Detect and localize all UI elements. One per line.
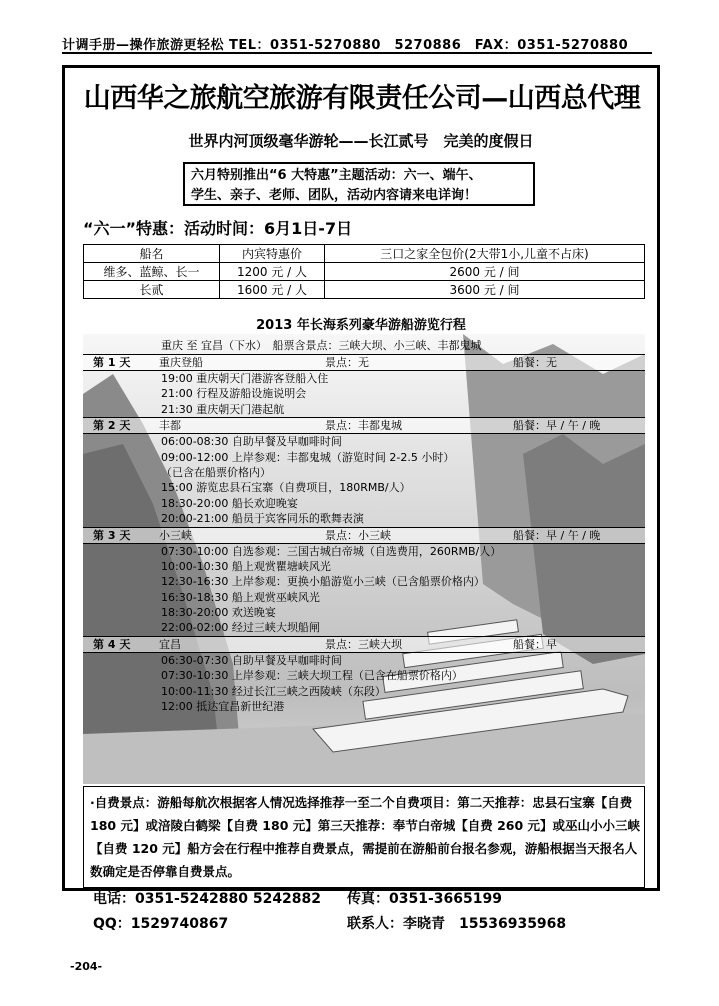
day-header-4 — [83, 636, 645, 653]
day-label: 第 1 天 — [93, 356, 131, 369]
self-pay-note: ·自费景点：游船每航次根据客人情况选择推荐一至二个自费项目：第二天推荐：忠县石宝寨【自费 180 元】或涪陵白鹤梁【自费 180 元】第三天推荐：奉节白帝城【自费 260 元】或巫山小小三峡【自费 120 元】船方会在行程中推荐自费景点，需提前在游船前台报名参观，游船根据当天报名人数确定是否停靠自费景点。 — [83, 786, 645, 888]
table-cell: 1600 元 / 人 — [220, 281, 325, 299]
list-item: 12:00 抵达宜昌新世纪港 — [161, 700, 285, 714]
fax-number: 传真：0351-3665199 — [347, 891, 502, 907]
day-label: 第 2 天 — [93, 419, 131, 433]
cruise-subtitle: 世界内河顶级毫华游轮——长江贰号 完美的度假日 — [188, 132, 534, 150]
day-meal: 船餐：早 / 午 / 晚 — [513, 528, 601, 542]
list-item: 06:00-08:30 自助早餐及早咖啡时间 — [161, 435, 342, 449]
day-label: 第 3 天 — [93, 528, 131, 542]
special-offer-heading: “六一”特惠：活动时间：6月1日-7日 — [83, 219, 353, 238]
header-cell: 船名 — [84, 245, 220, 263]
list-item: 21:30 重庆朝天门港起航 — [161, 402, 285, 416]
list-item: 09:00-12:00 上岸参观：丰都鬼城（游览时间 2-2.5 小时） — [161, 450, 455, 464]
list-item: 06:30-07:30 自助早餐及早咖啡时间 — [161, 653, 342, 667]
route-summary: 重庆 至 宜昌（下水） 船票含景点：三峡大坝、小三峡、丰都鬼城 — [161, 339, 482, 352]
list-item: 19:00 重庆朝天门港游客登船入住 — [161, 372, 329, 385]
table-cell: 维多、蓝鲸、长一 — [84, 263, 220, 281]
day-sight: 景点：小三峡 — [325, 528, 391, 542]
list-item: 18:30-20:00 欢送晚宴 — [161, 606, 276, 620]
header-cell: 内宾特惠价 — [220, 245, 325, 263]
qq-number: QQ：1529740867 — [93, 916, 229, 932]
list-item: （已含在船票价格内） — [161, 465, 271, 479]
header-cell: 三口之家全包价(2大带1小,儿童不占床) — [325, 245, 645, 263]
day-place: 丰都 — [159, 419, 181, 433]
table-row — [84, 281, 645, 299]
table-row — [84, 263, 645, 281]
day-meal: 船餐：早 / 午 / 晚 — [513, 419, 601, 433]
day-sight: 景点：三峡大坝 — [325, 637, 402, 651]
list-item: 15:00 游览忠县石宝寨（自费项目，180RMB/人） — [161, 481, 411, 495]
contact-person: 联系人：李晓青 15536935968 — [347, 916, 567, 932]
table-cell: 长贰 — [84, 281, 220, 299]
table-cell: 3600 元 / 间 — [325, 281, 645, 299]
promo-line-1: 六月特别推出“6 大特惠”主题活动：六一、端午、 — [191, 168, 482, 183]
day-place: 宜昌 — [159, 637, 181, 651]
table-cell: 2600 元 / 间 — [325, 263, 645, 281]
table-cell: 1200 元 / 人 — [220, 263, 325, 281]
day-sight: 景点：丰都鬼城 — [325, 419, 402, 433]
list-item: 07:30-10:30 上岸参观：三峡大坝工程（已含在船票价格内） — [161, 669, 463, 683]
phone-number: 电话：0351-5242880 5242882 — [93, 891, 322, 907]
day-header-3 — [83, 527, 645, 544]
day-meal: 船餐：无 — [513, 356, 557, 369]
price-table — [83, 244, 645, 299]
promo-line-2: 学生、亲子、老师、团队，活动内容请来电详询！ — [191, 188, 478, 203]
list-item: 07:30-10:00 自选参观：三国古城白帝城（自选费用，260RMB/人） — [161, 544, 502, 558]
day-sight: 景点：无 — [325, 356, 369, 369]
list-item: 12:30-16:30 上岸参观：更换小船游览小三峡（已含船票价格内） — [161, 575, 485, 589]
list-item: 21:00 行程及游船设施说明会 — [161, 387, 307, 401]
list-item: 22:00-02:00 经过三峡大坝船闸 — [161, 621, 320, 635]
advertisement-frame — [62, 65, 660, 932]
company-title: 山西华之旅航空旅游有限责任公司—山西总代理 — [83, 83, 641, 114]
page-header: 计调手册—操作旅游更轻松 TEL：0351-5270880 5270886 FAX：0351-5270880 — [62, 34, 652, 54]
list-item: 18:30-20:00 船长欢迎晚宴 — [161, 496, 298, 510]
itinerary-title: 2013 年长海系列豪华游船游览行程 — [256, 318, 466, 333]
price-table-header — [84, 245, 645, 263]
list-item: 10:00-10:30 船上观赏瞿塘峡风光 — [161, 559, 331, 573]
list-item: 10:00-11:30 经过长江三峡之西陵峡（东段） — [161, 684, 386, 698]
day-place: 重庆登船 — [159, 356, 203, 369]
day-meal: 船餐：早 — [513, 637, 557, 651]
promo-box — [183, 162, 535, 206]
day-header-2 — [83, 417, 645, 434]
list-item: 20:00-21:00 船员于宾客同乐的歌舞表演 — [161, 512, 364, 526]
list-item: 16:30-18:30 船上观赏巫峡风光 — [161, 590, 320, 604]
page-number: -204- — [70, 960, 103, 973]
day-header-1 — [83, 354, 645, 371]
itinerary — [83, 338, 645, 714]
day-label: 第 4 天 — [93, 637, 131, 651]
day-place: 小三峡 — [159, 528, 192, 542]
